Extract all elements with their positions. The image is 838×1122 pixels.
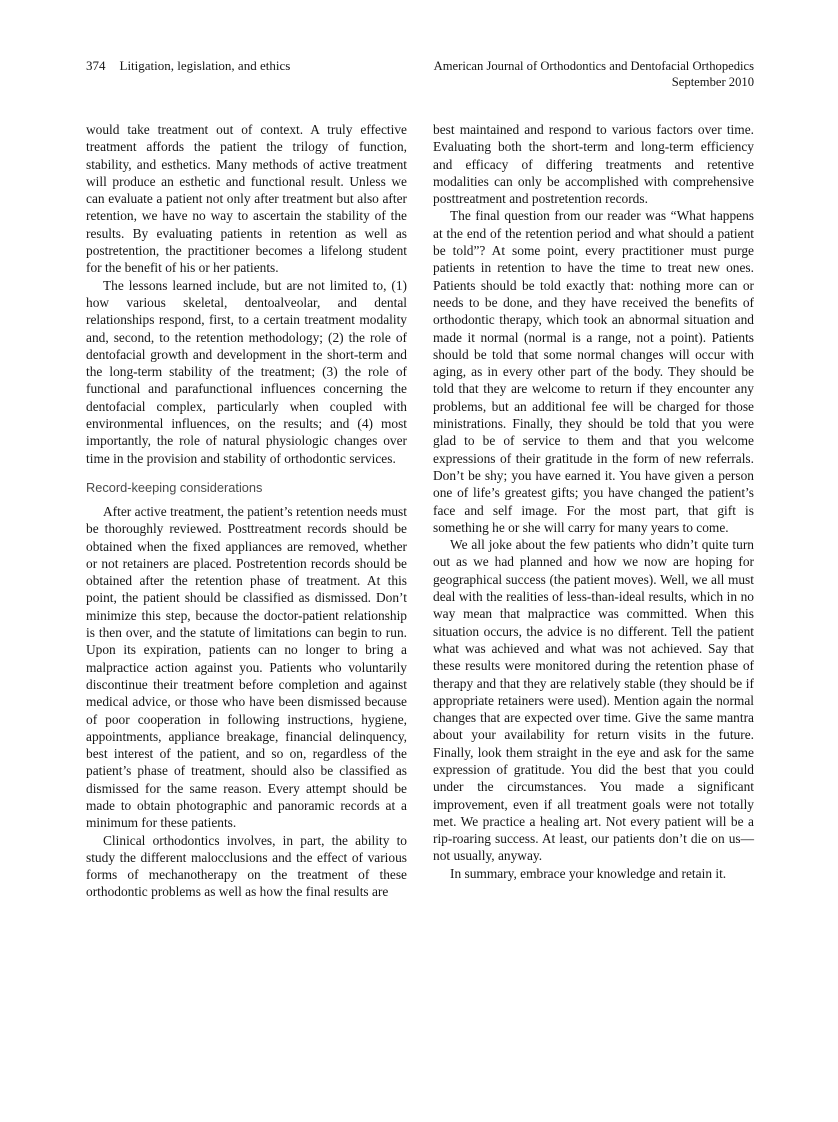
page-number: 374 bbox=[86, 58, 106, 73]
running-title: Litigation, legislation, and ethics bbox=[119, 58, 291, 73]
right-column bbox=[433, 121, 754, 901]
issue-date: September 2010 bbox=[671, 75, 754, 89]
paragraph: would take treatment out of context. A truly effective treatment affords the patient the trilogy of function, stability, and esthetics. Many methods of active treatment will produce an esthetic and functional result. Unless we can evaluate a patient not only after treatment but also after retention, we have no way to ascertain the stability of the results. By evaluating patients in retention as well as postretention, the practitioner becomes a lifelong student for the benefit of his or her patients. bbox=[86, 122, 407, 276]
paragraph: Clinical orthodontics involves, in part, the ability to study the different malocclusions and the effect of various forms of mechanotherapy on the treatment of these orthodontic problems as well as how the final results are bbox=[86, 832, 407, 900]
paragraph: In summary, embrace your knowledge and retain it. bbox=[450, 865, 727, 881]
paragraph: best maintained and respond to various factors over time. Evaluating both the short-term and long-term efficiency and efficacy of differing treatments and retentive modalities can only be accomplished with comprehensive posttreatment and postretention records. bbox=[433, 122, 754, 207]
paragraph: The final question from our reader was “What happens at the end of the retention period and what should a patient be told”? At some point, every practitioner must purge patients in retention to have the time to treat new ones. Patients should be told exactly that: nothing more can or needs to be done, and they have received the benefits of orthodontic therapy, which took an abnormal situation and made it normal (normal is a range, not a point). Patients should be told that some normal changes will occur with aging, as in every other part of the body. They should be told that they are welcome to return if they encounter any problems, but an additional fee will be charged for those ministrations. Finally, they should be told that you were glad to be of service to them and that you welcome expressions of their gratitude in the form of new referrals. Don’t be shy; you have earned it. You have given a person one of life’s greatest gifts; you have changed the patient’s face and self image. For the most part, that gift is something he or she will carry for many years to come. bbox=[433, 208, 754, 535]
header-right bbox=[434, 58, 754, 90]
left-column bbox=[86, 121, 407, 901]
header-left bbox=[86, 58, 290, 74]
page-header bbox=[86, 58, 754, 90]
paragraph: The lessons learned include, but are not limited to, (1) how various skeletal, dentoalveolar, and dental relationships respond, first, to a certain treatment modality and, second, to the retention methodology; (2) the role of dentofacial growth and development in the short-term and the long-term stability of the treatment; (3) the role of functional and parafunctional influences concerning the dentofacial complex, particularly when coupled with environmental influences, on the results; and (4) most importantly, the role of natural physiologic changes over time in the provision and stability of orthodontic services. bbox=[86, 277, 407, 466]
article-body bbox=[86, 121, 754, 901]
section-heading: Record-keeping considerations bbox=[86, 479, 263, 495]
journal-name: American Journal of Orthodontics and Dentofacial Orthopedics bbox=[433, 59, 754, 73]
paragraph: After active treatment, the patient’s retention needs must be thoroughly reviewed. Posttreatment records should be obtained when the fixed appliances are removed, whether or not retainers are placed. Postretention records should be obtained after the retention phase of treatment. At this point, the patient should be classified as dismissed. Don’t minimize this step, because the doctor-patient relationship is then over, and the statute of limitations can begin to run. Upon its expiration, patients can no longer to bring a malpractice action against you. Patients who voluntarily discontinue their treatment before completion and against medical advice, or those who have been dismissed because of poor cooperation in following instructions, hygiene, appointments, appliance breakage, financial delinquency, best interest of the patient, and so on, regardless of the patient’s phase of treatment, should also be classified as dismissed for the same reason. Every attempt should be made to obtain photographic and panoramic records at a minimum for these patients. bbox=[86, 503, 407, 831]
paragraph: We all joke about the few patients who didn’t quite turn out as we had planned and how we now are hoping for geographical success (the patient moves). Well, we all must deal with the realities of less-than-ideal results, which in no way mean that malpractice was committed. When this situation occurs, the advice is no different. Tell the patient what was achieved and what was not achieved. Say that these results were monitored during the retention phase of therapy and that they are relatively stable (they should be if appropriate retainers were used). Mention again the normal changes that are expected over time. Give the same mantra about your availability for return visits in the future. Finally, look them straight in the eye and ask for the same expression of gratitude. You did the best that you could under the circumstances. You made a significant improvement, even if all treatment goals were not totally met. We practice a healing art. Not every patient will be a rip-roaring success. At least, our patients don’t die on us—not usually, anyway. bbox=[433, 537, 754, 864]
